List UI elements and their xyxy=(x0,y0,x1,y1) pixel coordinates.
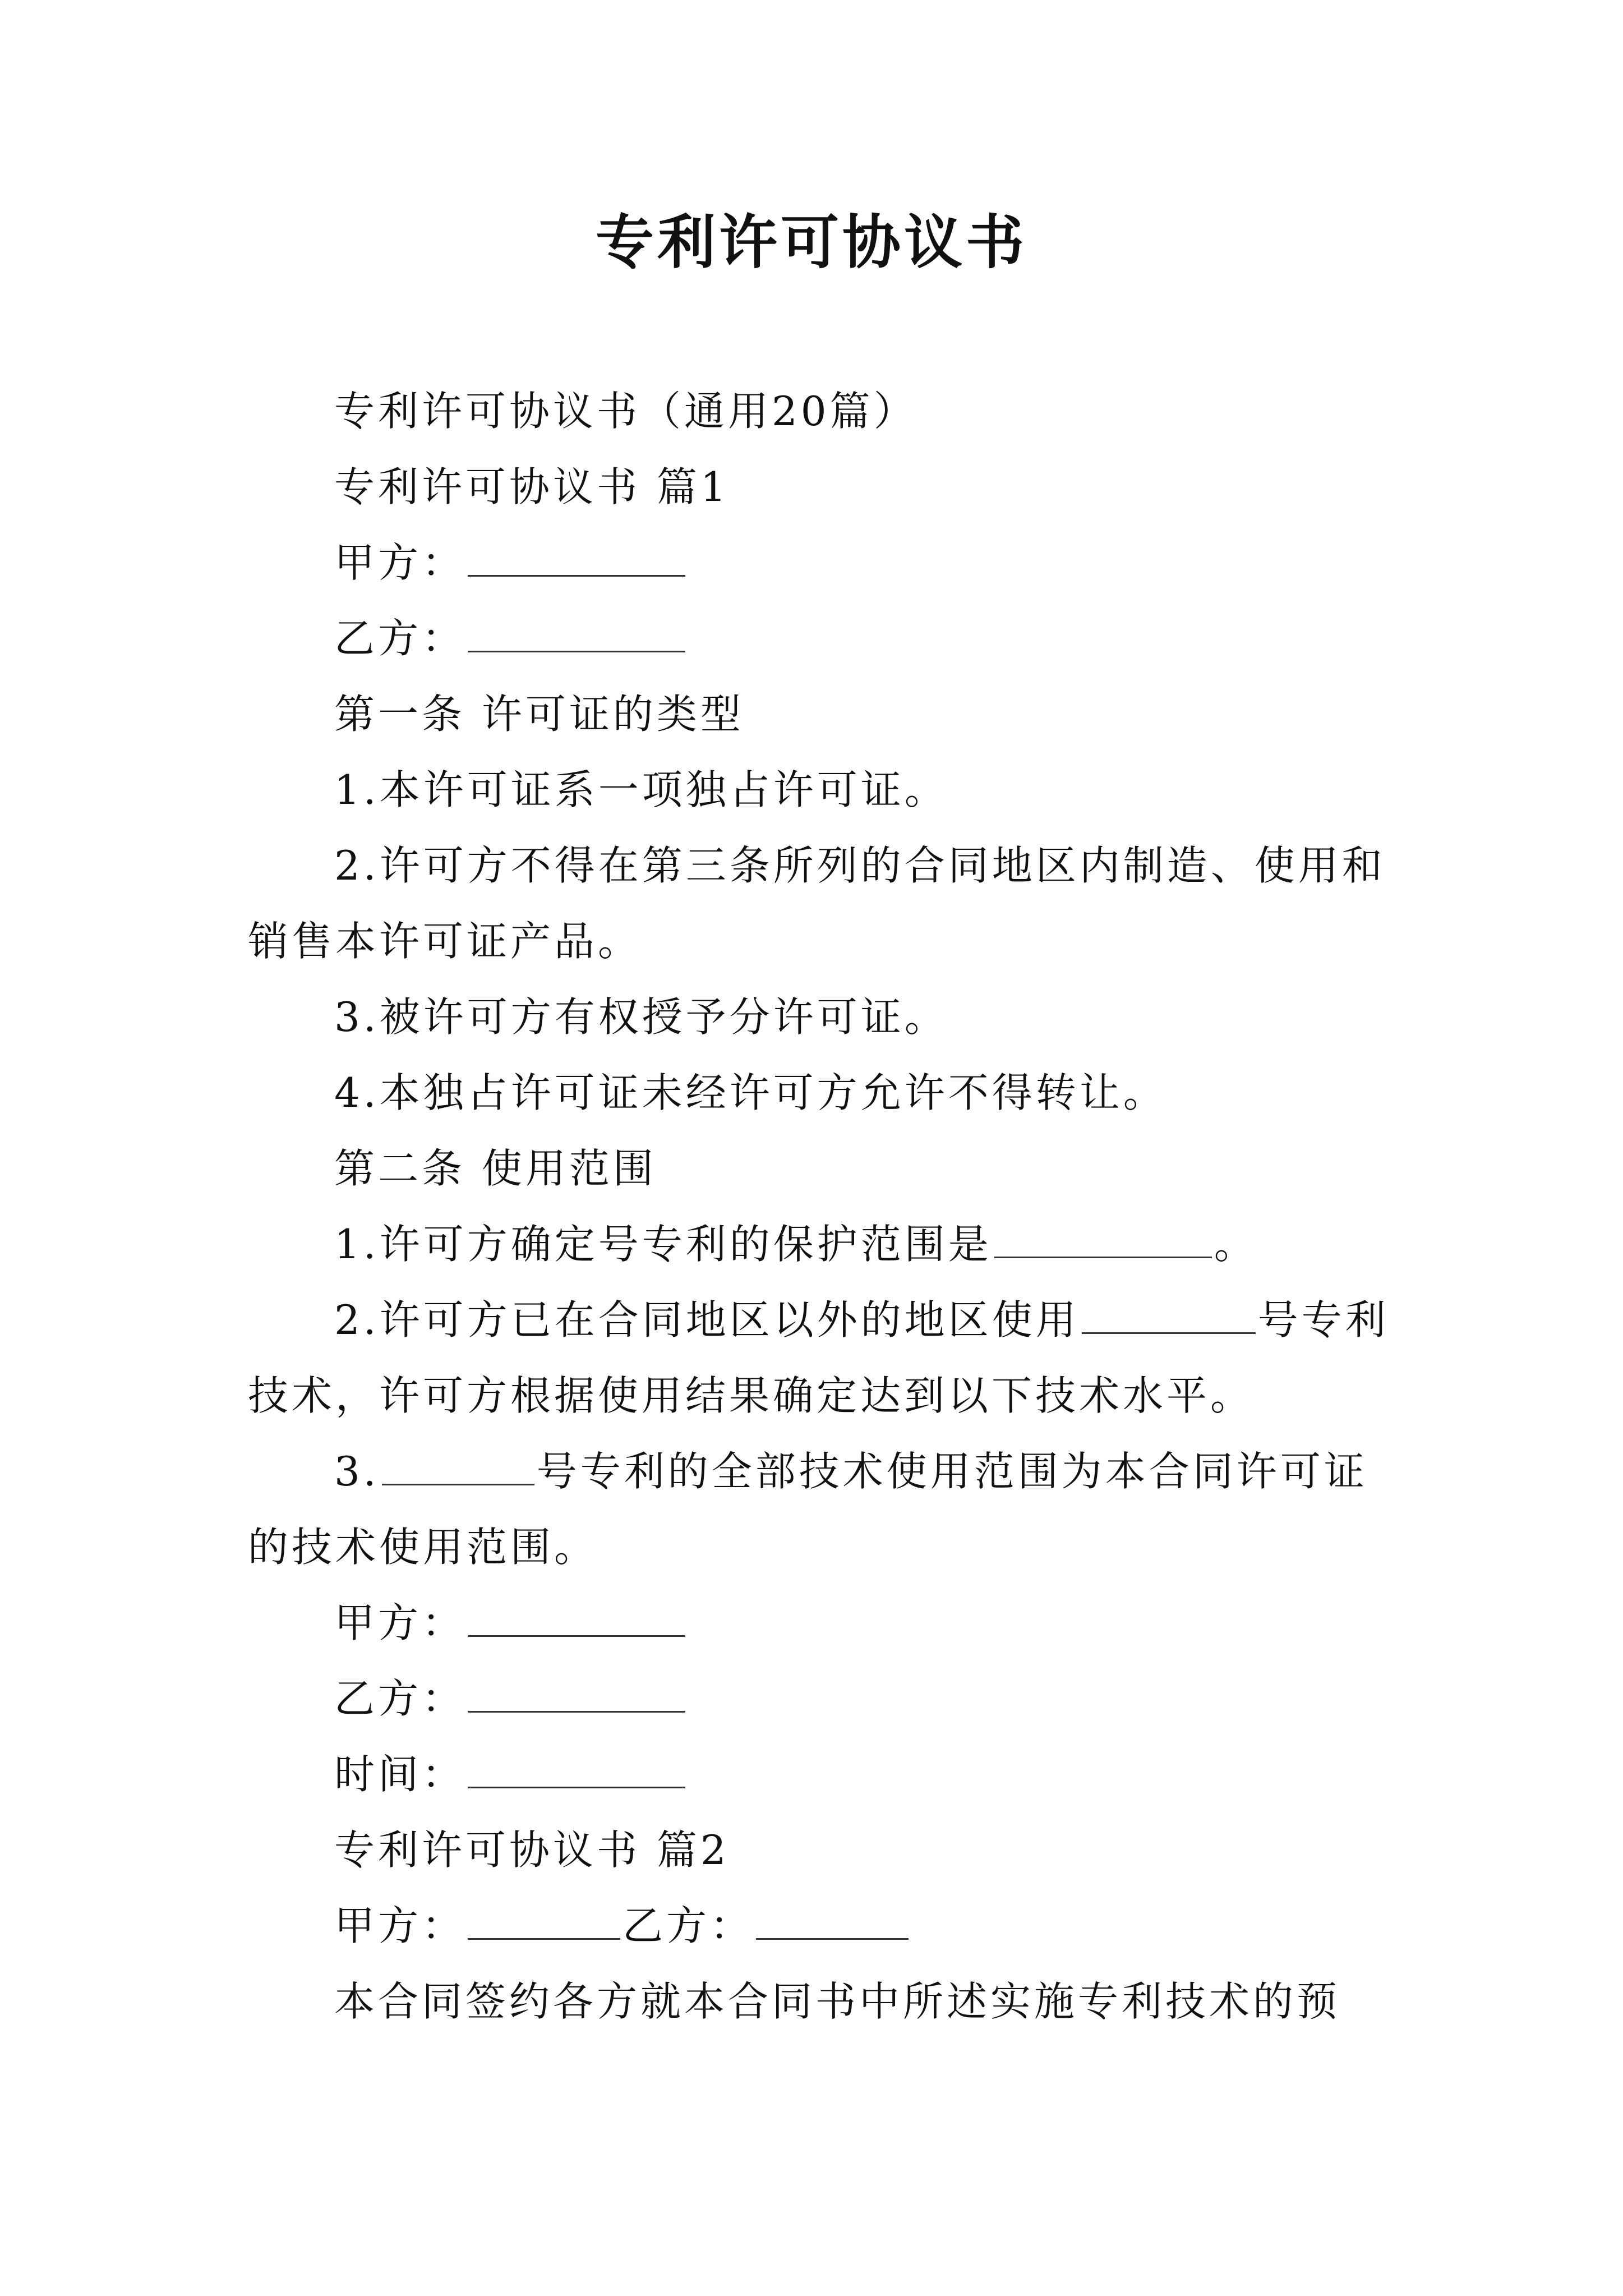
article2-heading: 专利许可协议书 篇2 xyxy=(334,1826,730,1874)
party-a-label: 甲方： xyxy=(334,539,466,586)
clause2-item3-line2: 的技术使用范围。 xyxy=(248,1524,598,1571)
article2-party-b-label: 乙方： xyxy=(623,1902,754,1949)
sign-party-a-blank xyxy=(468,1599,685,1637)
sign-party-a-label: 甲方： xyxy=(334,1599,466,1646)
clause2-item1 xyxy=(334,1216,1258,1272)
clause1-item3: 3.被许可方有权授予分许可证。 xyxy=(334,993,948,1041)
article2-party-b-blank xyxy=(756,1902,909,1940)
scope2-suffix: 号专利 xyxy=(1257,1296,1389,1343)
article1-heading: 专利许可协议书 篇1 xyxy=(334,463,730,510)
article2-body-line1: 本合同签约各方就本合同书中所述实施专利技术的预 xyxy=(334,1978,1341,2025)
article2-parties-line xyxy=(334,1898,911,1954)
party-b-line xyxy=(334,610,688,666)
document-title: 专利许可协议书 xyxy=(595,208,1027,277)
article2-party-a-blank xyxy=(468,1902,620,1940)
article2-party-a-label: 甲方： xyxy=(334,1902,466,1949)
clause2-item2-line2: 技术，许可方根据使用结果确定达到以下技术水平。 xyxy=(248,1372,1255,1419)
collection-heading: 专利许可协议书（通用20篇） xyxy=(334,388,917,435)
scope2-prefix: 2.许可方已在合同地区以外的地区使用 xyxy=(334,1296,1080,1343)
scope1-blank xyxy=(994,1221,1212,1258)
scope2-blank xyxy=(1082,1296,1256,1334)
scope3-blank xyxy=(382,1448,534,1485)
clause2-item3-line1 xyxy=(334,1443,1368,1499)
party-b-blank xyxy=(468,615,685,652)
scope3-prefix: 3. xyxy=(334,1448,380,1495)
clause1-item2-line1: 2.许可方不得在第三条所列的合同地区内制造、使用和 xyxy=(334,842,1386,889)
scope1-suffix: 。 xyxy=(1214,1221,1258,1268)
party-a-blank xyxy=(468,539,685,577)
scope1-prefix: 1.许可方确定号专利的保护范围是 xyxy=(334,1221,992,1268)
party-a-line xyxy=(334,535,688,591)
clause1-item2-line2: 销售本许可证产品。 xyxy=(248,918,642,965)
sign-time-label: 时间： xyxy=(334,1751,466,1798)
clause2-item2-line1 xyxy=(334,1292,1389,1348)
scope3-suffix: 号专利的全部技术使用范围为本合同许可证 xyxy=(536,1448,1368,1495)
clause1-item4: 4.本独占许可证未经许可方允许不得转让。 xyxy=(334,1069,1167,1116)
clause2-title: 第二条 使用范围 xyxy=(334,1145,657,1192)
sign-time-blank xyxy=(468,1751,685,1788)
clause1-title: 第一条 许可证的类型 xyxy=(334,691,744,738)
sign-time-line xyxy=(334,1746,688,1802)
clause1-item1: 1.本许可证系一项独占许可证。 xyxy=(334,766,948,813)
sign-party-a-line xyxy=(334,1595,688,1651)
party-b-label: 乙方： xyxy=(334,615,466,662)
sign-party-b-line xyxy=(334,1671,688,1727)
sign-party-b-blank xyxy=(468,1675,685,1713)
sign-party-b-label: 乙方： xyxy=(334,1675,466,1722)
